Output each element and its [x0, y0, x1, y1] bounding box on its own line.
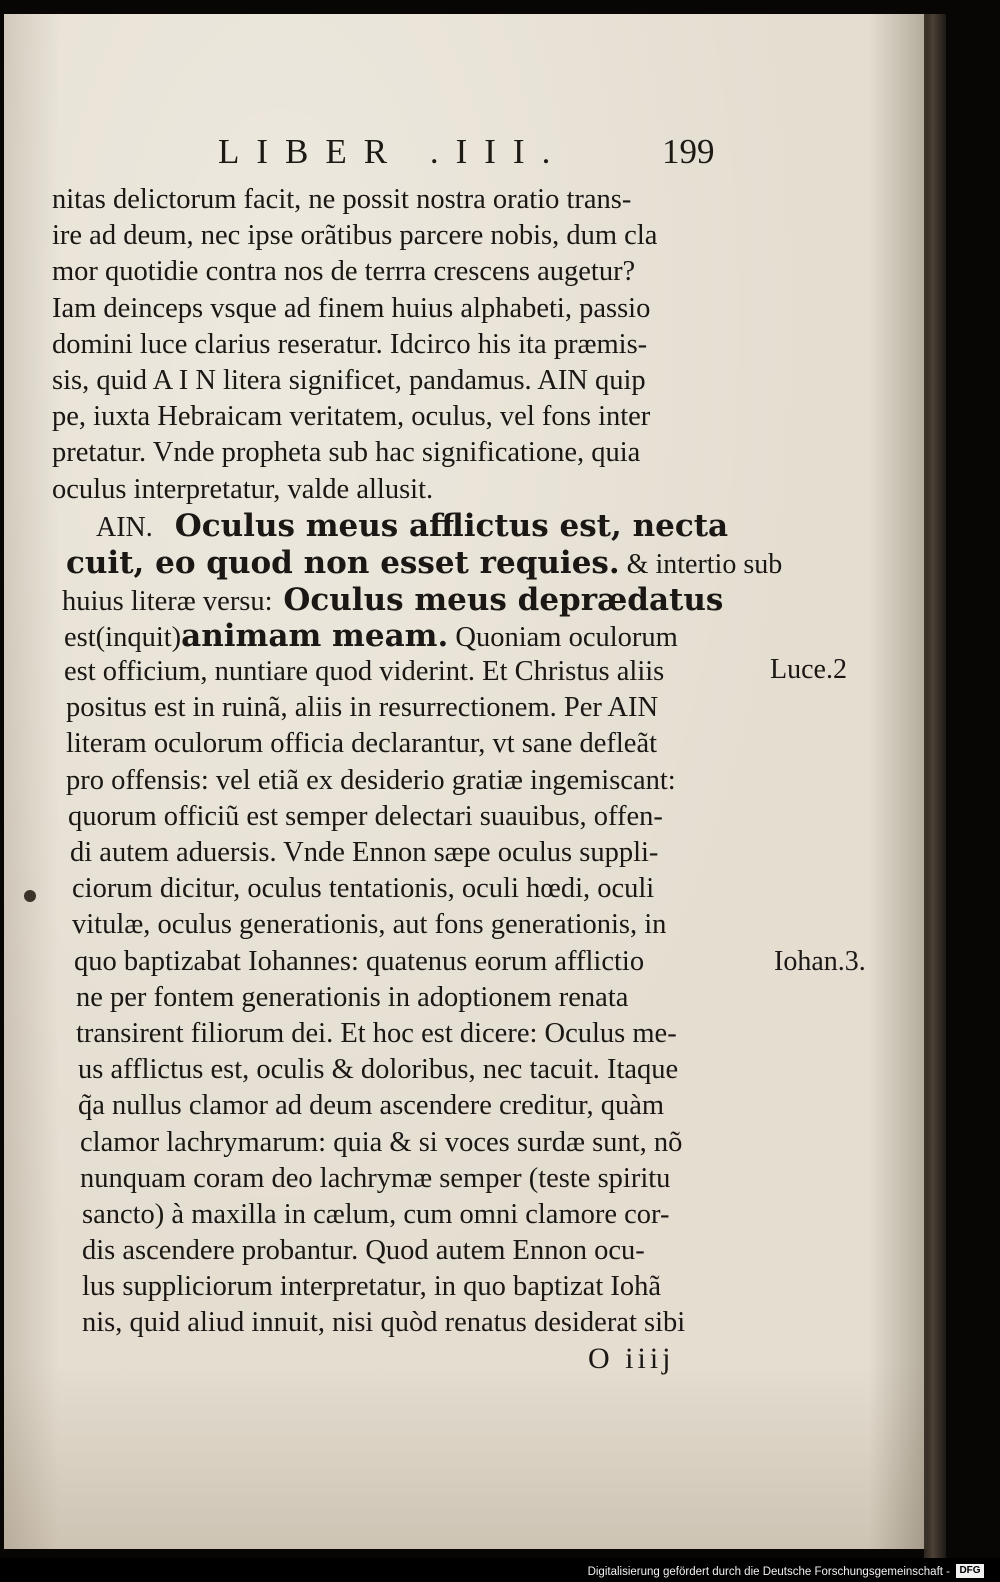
text-line: mor quotidie contra nos de terrra crescens augetur?	[52, 256, 636, 288]
text-line: nitas delictorum facit, ne possit nostra oratio trans-	[52, 184, 632, 215]
book-edge	[924, 14, 946, 1559]
text-line: pe, iuxta Hebraicam veritatem, oculus, vel fons inter	[52, 401, 651, 433]
text-line: ne per fontem generationis in adoptionem renata	[76, 981, 629, 1013]
verse-text: Oculus meus deprædatus	[272, 581, 724, 618]
signature-mark: O iiij	[588, 1342, 675, 1375]
verse-line	[52, 508, 772, 545]
text-line: sis, quid A I N litera significet, pandamus. AIN quip	[52, 364, 646, 396]
text-fragment: huius literæ versu:	[62, 585, 273, 617]
text-line: ciorum dicitur, oculus tentationis, oculi hœdi, oculi	[72, 873, 655, 905]
page-header	[4, 132, 924, 182]
text-line: q̃a nullus clamor ad deum ascendere creditur, quàm	[78, 1090, 665, 1122]
text-line: quo baptizabat Iohannes: quatenus eorum afflictio	[74, 945, 645, 977]
margin-note-iohan: Iohan.3.	[774, 946, 866, 977]
text-line: positus est in ruinã, aliis in resurrectionem. Per AIN	[66, 692, 659, 724]
ain-label: AIN.	[96, 511, 153, 543]
text-line: lus suppliciorum interpretatur, in quo baptizat Iohã	[82, 1271, 662, 1303]
funding-credit: Digitalisierung gefördert durch die Deutsche Forschungsgemeinschaft -	[587, 1566, 950, 1578]
text-line: ire ad deum, nec ipse orãtibus parcere nobis, dum cla	[52, 220, 658, 252]
page-number: 199	[662, 132, 715, 171]
text-line: vitulæ, oculus generationis, aut fons generationis, in	[72, 909, 667, 941]
text-line: oculus interpretatur, valde allusit.	[52, 473, 434, 505]
footer-bar	[0, 1558, 1000, 1582]
text-fragment: & intertio sub	[619, 548, 783, 580]
text-line: Iam deinceps vsque ad finem huius alphabeti, passio	[52, 292, 651, 324]
text-line: transirent filiorum dei. Et hoc est dicere: Oculus me-	[76, 1017, 677, 1049]
book-page	[4, 14, 927, 1549]
body-text	[52, 182, 783, 1342]
text-line: dis ascendere probantur. Quod autem Ennon ocu-	[82, 1235, 645, 1267]
text-line: pretatur. Vnde propheta sub hac significatione, quia	[52, 437, 641, 469]
text-line: nunquam coram deo lachrymæ semper (teste spiritu	[80, 1162, 671, 1194]
dfg-logo: DFG	[956, 1564, 984, 1578]
text-line: est officium, nuntiare quod viderint. Et Christus aliis	[64, 656, 665, 688]
margin-note-luce: Luce.2	[770, 654, 847, 685]
text-fragment: Quoniam oculorum	[448, 621, 678, 653]
text-line: di autem aduersis. Vnde Ennon sæpe oculus suppli-	[70, 837, 659, 868]
running-title: LIBER .III.	[218, 132, 568, 171]
verse-text: cuit, eo quod non esset requies.	[66, 544, 620, 581]
text-line: domini luce clarius reseratur. Idcirco his ita præmis-	[52, 328, 648, 360]
verse-line	[52, 544, 783, 582]
text-line: us afflictus est, oculis & doloribus, nec tacuit. Itaque	[78, 1054, 679, 1086]
ink-spot	[24, 890, 36, 902]
text-line: literam oculorum officia declarantur, vt sane defleãt	[66, 728, 658, 760]
text-line	[52, 582, 772, 618]
text-line: pro offensis: vel etiã ex desiderio gratiæ ingemiscant:	[66, 764, 676, 796]
text-line: clamor lachrymarum: quia & si voces surdæ sunt, nõ	[80, 1126, 683, 1158]
verse-text: animam meam.	[181, 617, 449, 654]
verse-text: Oculus meus afflictus est, necta	[174, 507, 729, 544]
text-line: nis, quid aliud innuit, nisi quòd renatus desiderat sibi	[82, 1307, 686, 1339]
text-line	[52, 618, 772, 654]
text-line: quorum officiũ est semper delectari suauibus, offen-	[68, 800, 663, 832]
text-line: sancto) à maxilla in cælum, cum omni clamore cor-	[82, 1198, 670, 1230]
text-fragment: est(inquit)	[64, 621, 182, 653]
